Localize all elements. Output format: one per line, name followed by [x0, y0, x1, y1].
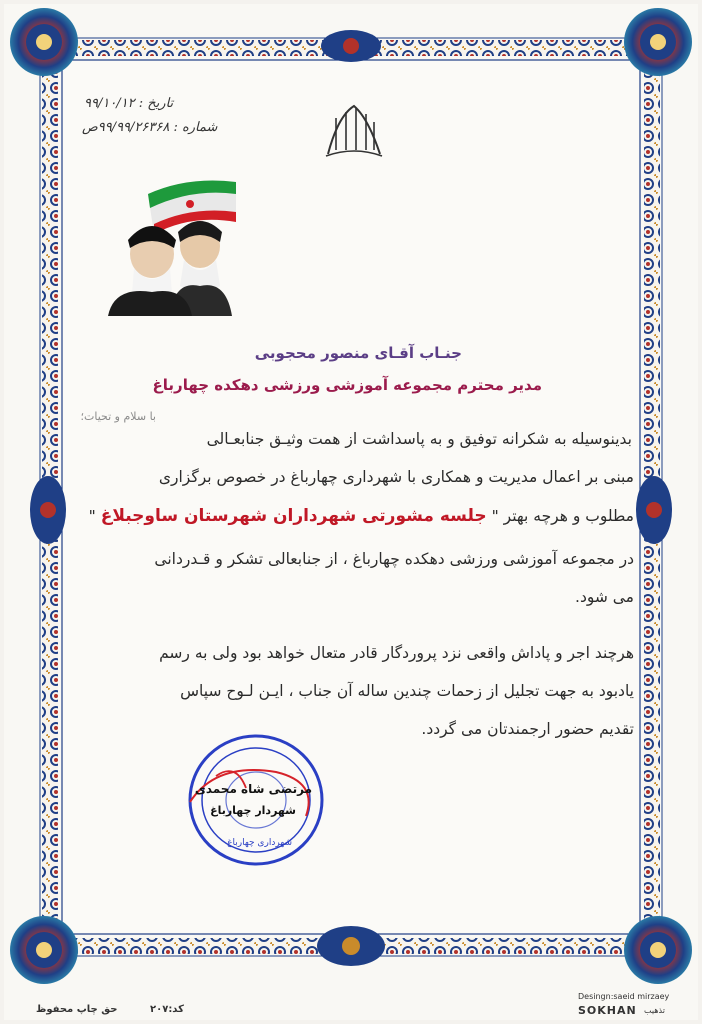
official-stamp — [186, 732, 326, 868]
edge-ornament-left — [30, 476, 66, 544]
body-line-6: هرچند اجر و پاداش واقعی نزد پروردگار قادر متعال خواهد بود ولی به رسم — [159, 644, 634, 662]
footer-code: کد:۲۰۷ — [150, 1004, 184, 1015]
footer-designer: Desingn:saeid mirzaey — [578, 992, 670, 1001]
letter-number-line: شماره : ۹۹/۹۹/۲۶۳۶۸ص — [82, 120, 218, 135]
body-line-1: بدینوسیله به شکرانه توفیق و به پاسداشت از همت وثیـق جنابعـالی — [206, 430, 632, 448]
body-line-5: می شود. — [575, 588, 634, 606]
edge-ornament-top-center — [321, 30, 381, 62]
greeting: با سلام و تحیات؛ — [80, 410, 156, 423]
addressee-name: جنـاب آقـای منصور محجوبی — [254, 344, 462, 362]
date-line: تاریخ : ۹۹/۱۰/۱۲ — [84, 96, 174, 111]
addressee-position: مدیر محترم مجموعه آموزشی ورزشی دهکده چهارباغ — [152, 376, 542, 394]
corner-ornament-bottom-left — [10, 916, 78, 984]
corner-ornament-top-right — [624, 8, 692, 76]
signatory-name: مرتضی شاه محمدی — [194, 782, 312, 796]
body-line-3 — [89, 506, 634, 526]
footer-brand: SOKHAN — [578, 1004, 637, 1017]
body-line-3-close: " — [88, 507, 96, 525]
corner-ornament-bottom-right — [624, 916, 692, 984]
footer-rights: حق چاپ محفوظ — [36, 1004, 118, 1015]
body-line-2: مبنی بر اعمال مدیریت و همکاری با شهرداری چهارباغ در خصوص برگزاری — [158, 468, 634, 486]
event-name: جلسه مشورتی شهرداران شهرستان ساوجبلاغ — [100, 506, 487, 526]
body-line-4: در مجموعه آموزشی ورزشی دهکده چهارباغ ، از جنابعالی تشکر و قـدردانی — [154, 550, 634, 568]
stamp-text: شهرداری چهارباغ — [227, 838, 292, 848]
basmala-calligraphy — [318, 96, 390, 162]
edge-ornament-right — [636, 476, 672, 544]
iran-flag-image — [108, 176, 236, 316]
leaders-portrait — [108, 176, 236, 316]
signatory-title: شهردار چهارباغ — [210, 804, 296, 817]
footer-designer-fa: تذهیب — [644, 1006, 665, 1015]
corner-ornament-top-left — [10, 8, 78, 76]
edge-ornament-bottom-center — [317, 926, 385, 966]
body-line-3-lead: مطلوب و هرچه بهتر " — [491, 507, 634, 525]
body-line-8: تقدیم حضور ارجمندتان می گردد. — [421, 720, 634, 738]
body-line-7: یادبود به جهت تجلیل از زحمات چندین ساله آن جناب ، ایـن لـوح سپاس — [180, 682, 634, 700]
